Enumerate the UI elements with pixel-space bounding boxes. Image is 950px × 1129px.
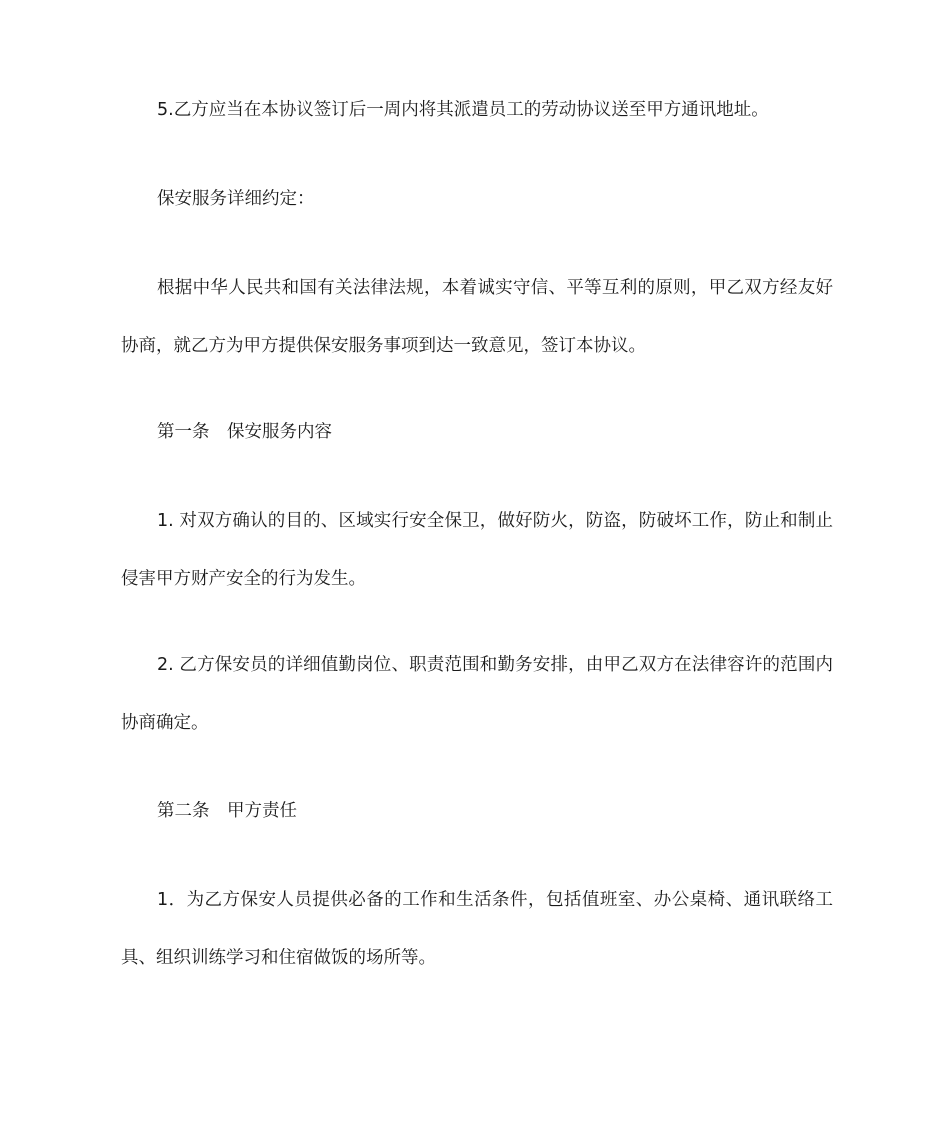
article-2-heading: 第二条 甲方责任 <box>157 801 297 821</box>
preamble-paragraph: 根据中华人民共和国有关法律法规，本着诚实守信、平等互利的原则，甲乙双方经友好协商，就乙方为甲方提供保安服务事项到达一致意见，签订本协议。 <box>121 278 833 356</box>
clause-5-delivery-paragraph: 5.乙方应当在本协议签订后一周内将其派遣员工的劳动协议送至甲方通讯地址。 <box>157 100 769 120</box>
article-1-item-1: 1. 对双方确认的目的、区域实行安全保卫，做好防火，防盗，防破坏工作，防止和制止侵害甲方财产安全的行为发生。 <box>121 511 833 589</box>
article-2-item-1: 1．为乙方保安人员提供必备的工作和生活条件，包括值班室、办公桌椅、通讯联络工具、组织训练学习和住宿做饭的场所等。 <box>121 890 833 968</box>
article-1-heading: 第一条 保安服务内容 <box>157 422 332 442</box>
security-service-heading: 保安服务详细约定： <box>157 189 315 209</box>
article-1-item-2: 2. 乙方保安员的详细值勤岗位、职责范围和勤务安排，由甲乙双方在法律容许的范围内协商确定。 <box>121 655 833 733</box>
